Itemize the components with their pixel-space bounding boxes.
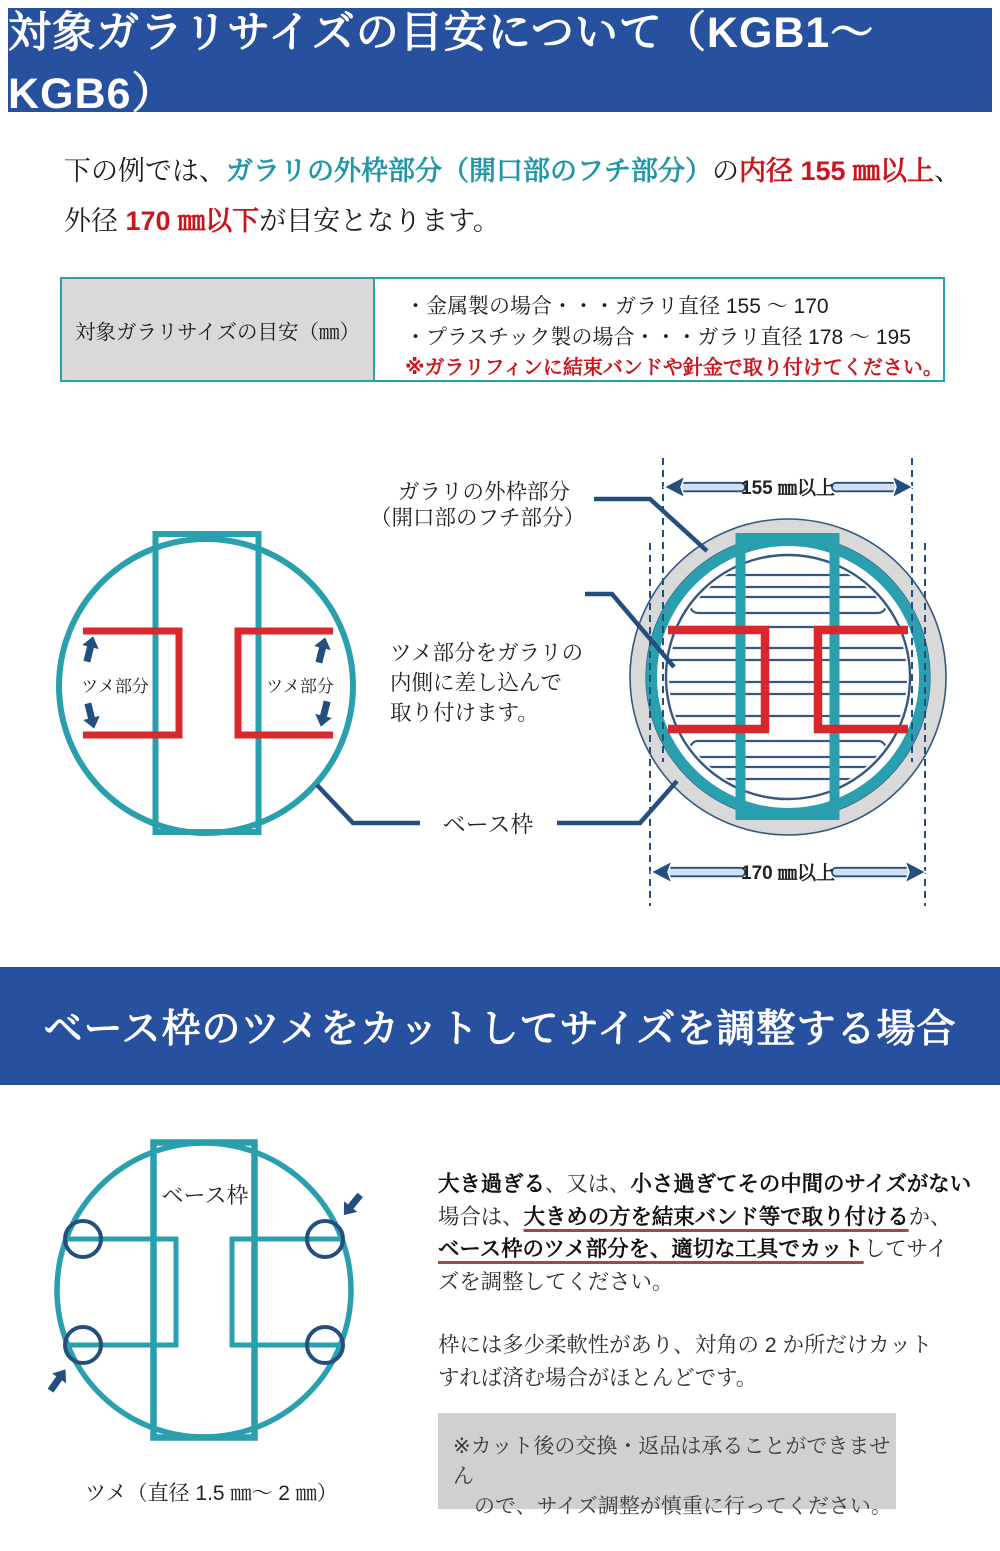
instruction-line [438,1233,983,1266]
intro-text: 、 [934,156,962,186]
leader-base-frame-right [557,781,677,823]
dimension-label-170: 170 ㎜以上 [741,863,835,884]
instruction-line [438,1201,983,1234]
insert-note-line1: ツメ部分をガラリの [390,641,584,665]
bold-text: 大き過ぎる [438,1172,545,1196]
table-note: ※ガラリフィンに結束バンドや針金で取り付けてください。 [405,357,943,379]
outer-frame-label-line1: ガラリの外枠部分 [398,480,571,504]
plain-text: してサイ [863,1237,948,1262]
louver-fin-frame-top [690,597,886,613]
page-title: 対象ガラリサイズの目安について（KGB1～KGB6） [8,9,875,118]
bold-underlined-text: 大きめの方を結束バンド等で取り付ける [523,1204,909,1229]
down-arrow-icon [313,699,336,728]
dimension-label-155: 155 ㎜以上 [741,478,835,499]
outer-frame-label-line2: （開口部のフチ部分） [370,506,586,530]
base-frame-ring [652,541,925,814]
claw-label-left: ツメ部分 [81,677,149,696]
section2-banner [0,967,1000,1085]
table-row: ・金属製の場合・・・ガラリ直径 155 ～ 170 [405,295,829,318]
louver-outer-ring [638,527,938,827]
claw-diameter-label: ツメ（直径 1.5 ㎜～ 2 ㎜） [85,1482,338,1505]
claw-bracket-left [66,1239,176,1345]
claw-bracket-left-installed [668,630,765,729]
louver-face-circle [666,555,910,799]
table-header-label: 対象ガラリサイズの目安（㎜） [75,320,360,344]
table-row: ・プラスチック製の場合・・・ガラリ直径 178 ～ 195 [405,326,911,349]
intro-line-1 [64,146,964,196]
size-guide-table [60,277,945,382]
intro-highlight-red: 170 ㎜以下 [125,206,260,236]
note-line: すれば済む場合がほとんどです。 [438,1366,758,1390]
intro-text: が目安となります。 [259,206,500,236]
table-body-cell [375,279,943,380]
intro-highlight-red: 内径 155 ㎜以上 [739,156,935,186]
cut-point-circles [65,1221,343,1363]
intro-text: の [712,156,739,186]
base-frame-diagram [59,534,353,833]
plain-text: 、又は、 [544,1172,631,1196]
warning-line: ※カット後の交換・返品は承ることができません [453,1435,891,1488]
plain-text: 場合は、 [438,1204,524,1229]
dimension-arrow-170 [651,861,926,884]
cut-instructions [438,1168,983,1298]
plain-text: か、 [908,1204,952,1229]
insert-note-line2: 内側に差し込んで [390,671,563,695]
intro-highlight-teal: ガラリの外枠部分（開口部のフチ部分） [226,156,712,186]
plain-text: ズを調整してください。 [438,1269,674,1294]
louver-fin-frame-bottom [690,741,886,757]
header-banner [8,8,992,118]
base-frame-label: ベース枠 [161,1183,249,1208]
flexibility-note [438,1329,983,1395]
louver-diagram [630,519,946,835]
section2-title: ベース枠のツメをカットしてサイズを調整する場合 [43,1008,957,1051]
note-line: 枠には多少柔軟性があり、対角の 2 か所だけカット [438,1333,933,1357]
up-arrow-icon [311,635,334,664]
diagonal-arrow-icon [337,1190,367,1221]
warning-line: ので、サイズ調整が慎重に行ってください。 [474,1495,892,1518]
intro-paragraph [64,146,964,246]
instruction-line [438,1168,983,1201]
dimension-arrow-155 [664,476,913,499]
intro-line-2 [64,196,964,246]
bold-text: 小さ過ぎてその中間のサイズがない [630,1172,972,1196]
down-arrow-icon [80,701,103,730]
bold-underlined-text: ベース枠のツメ部分を、適切な工具でカット [438,1237,864,1262]
base-frame-rect [156,534,259,832]
intro-text: 外径 [64,206,126,236]
figure-cut-diagram [0,1100,440,1540]
cut-warning-note [438,1413,896,1518]
up-arrow-icon [79,634,102,663]
base-frame-label: ベース枠 [442,811,534,837]
diagonal-arrow-icon [44,1364,73,1395]
intro-text: 下の例では、 [64,156,226,186]
table-header-cell [62,279,375,380]
leader-base-frame-left [317,785,420,823]
figure-attachment-diagram [0,440,1000,940]
claw-label-right: ツメ部分 [266,677,334,696]
insert-note-line3: 取り付けます。 [390,701,539,725]
claw-bracket-right [232,1239,342,1345]
instruction-line [438,1266,983,1299]
